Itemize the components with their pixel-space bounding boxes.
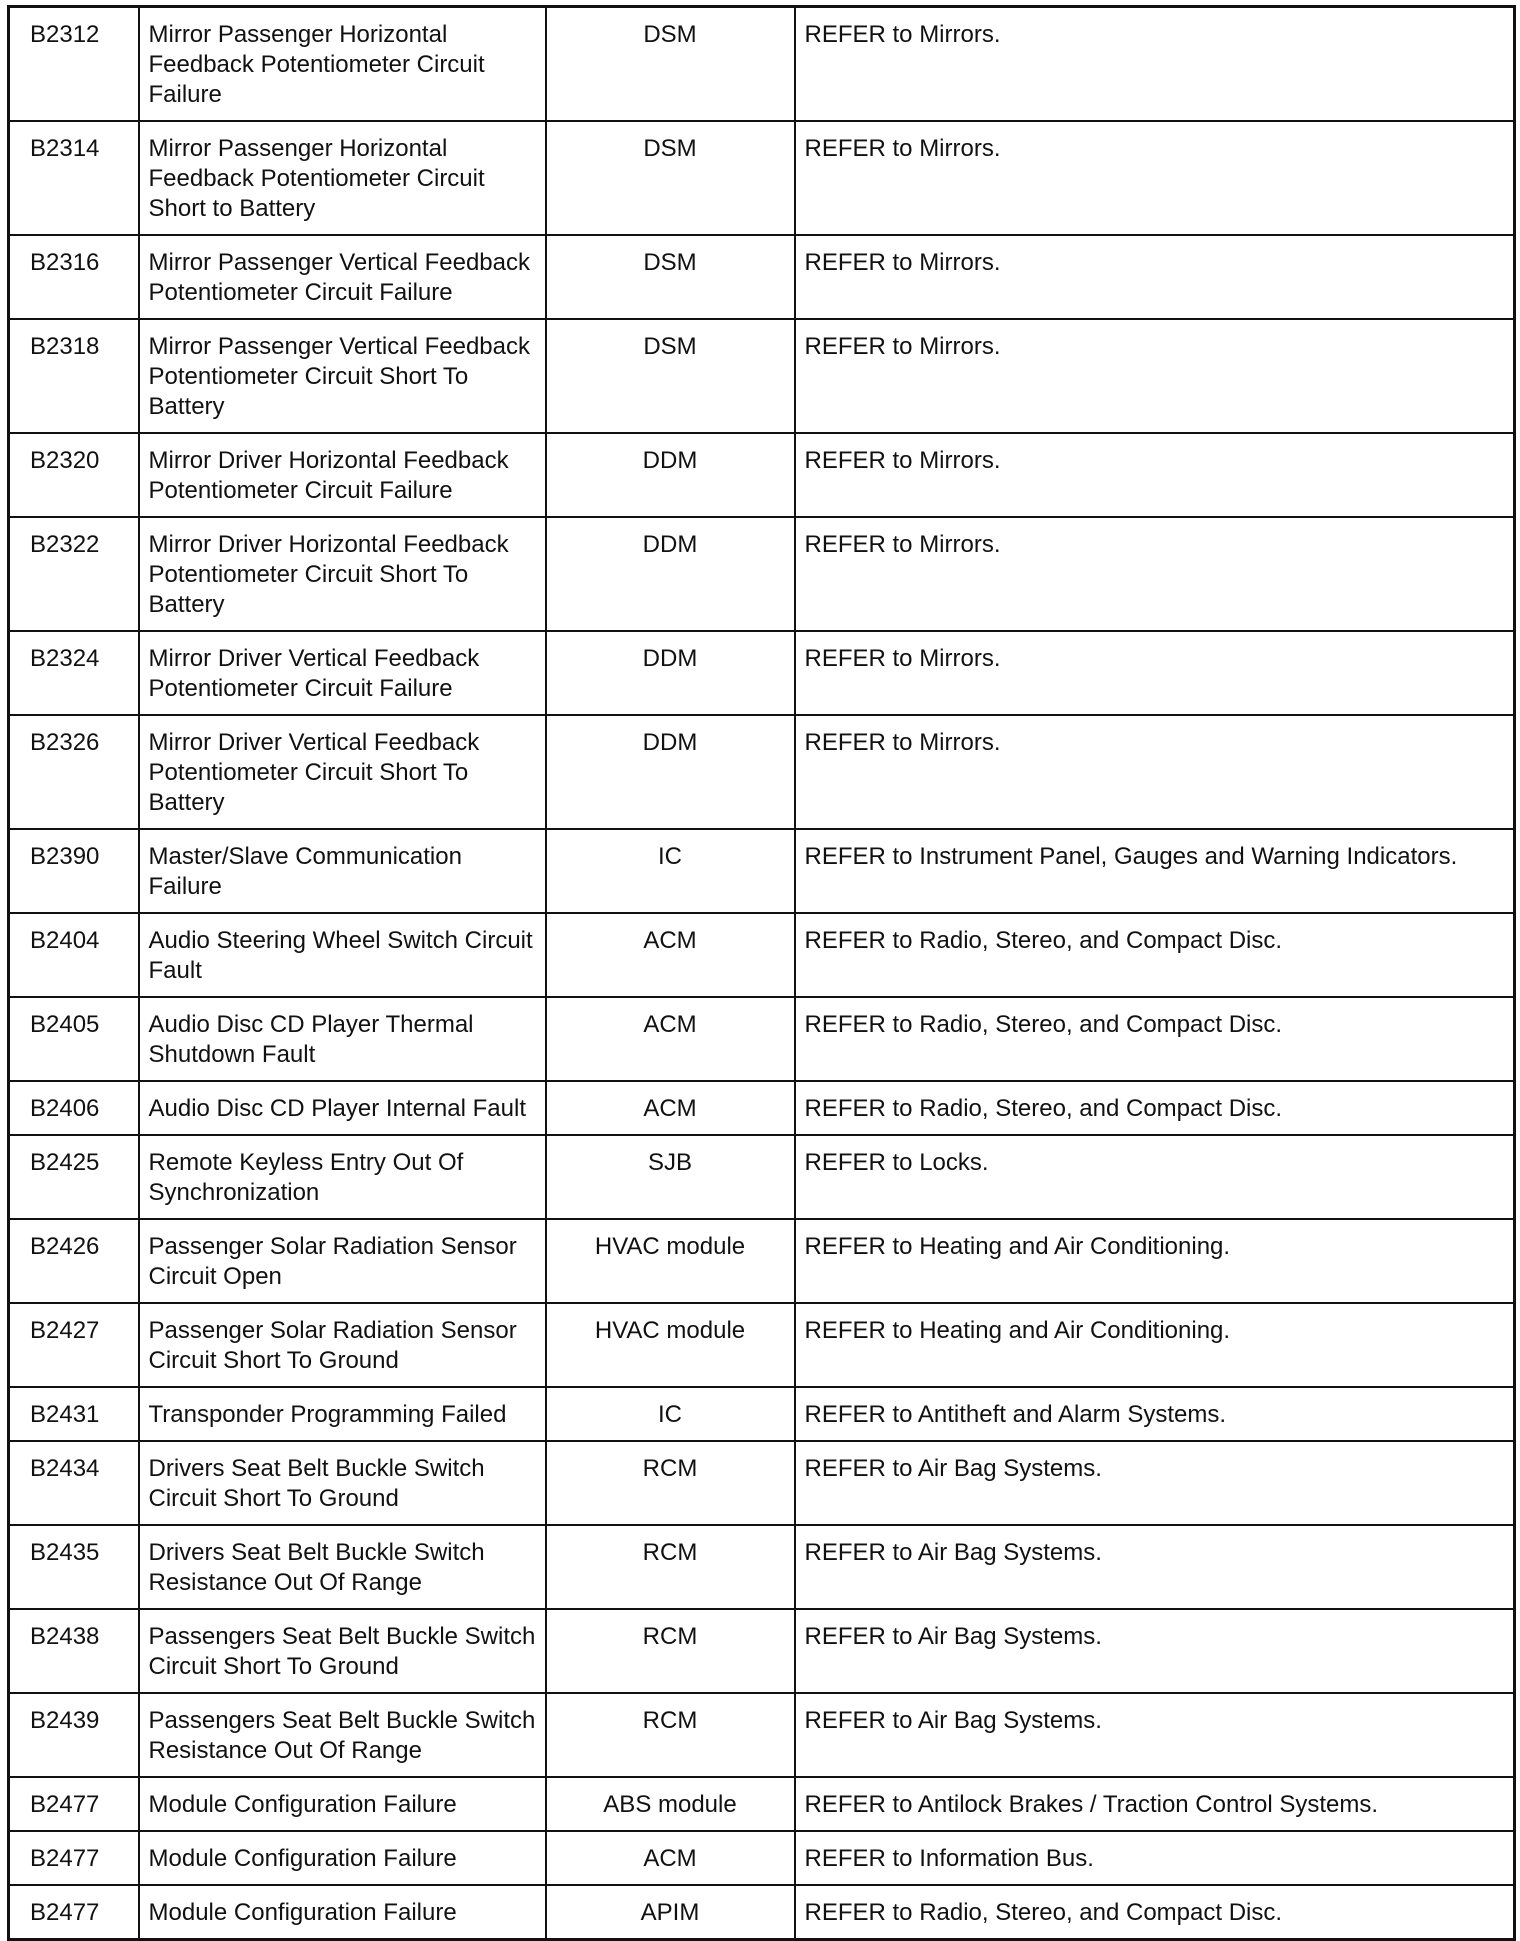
dtc-code-cell: B2477 (9, 1777, 139, 1831)
dtc-code-cell: B2316 (9, 235, 139, 319)
description-cell: Mirror Passenger Horizontal Feedback Potentiometer Circuit Failure (139, 7, 546, 122)
dtc-code-cell: B2318 (9, 319, 139, 433)
dtc-code-cell: B2435 (9, 1525, 139, 1609)
module-cell: IC (546, 829, 795, 913)
dtc-code-cell: B2314 (9, 121, 139, 235)
description-cell: Mirror Passenger Vertical Feedback Potentiometer Circuit Failure (139, 235, 546, 319)
action-cell: REFER to Radio, Stereo, and Compact Disc. (795, 997, 1515, 1081)
action-cell: REFER to Locks. (795, 1135, 1515, 1219)
description-cell: Audio Disc CD Player Internal Fault (139, 1081, 546, 1135)
description-cell: Module Configuration Failure (139, 1831, 546, 1885)
dtc-code-cell: B2426 (9, 1219, 139, 1303)
action-cell: REFER to Air Bag Systems. (795, 1525, 1515, 1609)
description-cell: Mirror Driver Horizontal Feedback Potentiometer Circuit Short To Battery (139, 517, 546, 631)
action-cell: REFER to Mirrors. (795, 121, 1515, 235)
dtc-code-cell: B2404 (9, 913, 139, 997)
table-row (9, 1831, 1515, 1885)
action-cell: REFER to Mirrors. (795, 631, 1515, 715)
dtc-code-cell: B2326 (9, 715, 139, 829)
action-cell: REFER to Air Bag Systems. (795, 1441, 1515, 1525)
dtc-code-cell: B2322 (9, 517, 139, 631)
dtc-code-cell: B2434 (9, 1441, 139, 1525)
table-row (9, 1441, 1515, 1525)
description-cell: Passenger Solar Radiation Sensor Circuit Short To Ground (139, 1303, 546, 1387)
description-cell: Mirror Driver Vertical Feedback Potentiometer Circuit Failure (139, 631, 546, 715)
description-cell: Audio Steering Wheel Switch Circuit Fault (139, 913, 546, 997)
description-cell: Transponder Programming Failed (139, 1387, 546, 1441)
table-row (9, 1135, 1515, 1219)
action-cell: REFER to Radio, Stereo, and Compact Disc. (795, 1885, 1515, 1940)
dtc-code-cell: B2477 (9, 1831, 139, 1885)
table-row (9, 433, 1515, 517)
table-row (9, 235, 1515, 319)
module-cell: ABS module (546, 1777, 795, 1831)
description-cell: Mirror Driver Horizontal Feedback Potentiometer Circuit Failure (139, 433, 546, 517)
description-cell: Mirror Passenger Horizontal Feedback Potentiometer Circuit Short to Battery (139, 121, 546, 235)
dtc-code-cell: B2438 (9, 1609, 139, 1693)
action-cell: REFER to Heating and Air Conditioning. (795, 1219, 1515, 1303)
module-cell: RCM (546, 1693, 795, 1777)
description-cell: Drivers Seat Belt Buckle Switch Resistance Out Of Range (139, 1525, 546, 1609)
action-cell: REFER to Instrument Panel, Gauges and Warning Indicators. (795, 829, 1515, 913)
dtc-code-cell: B2425 (9, 1135, 139, 1219)
action-cell: REFER to Antilock Brakes / Traction Control Systems. (795, 1777, 1515, 1831)
dtc-table (7, 5, 1516, 1941)
module-cell: RCM (546, 1441, 795, 1525)
table-row (9, 1693, 1515, 1777)
table-row (9, 1081, 1515, 1135)
action-cell: REFER to Heating and Air Conditioning. (795, 1303, 1515, 1387)
dtc-code-cell: B2324 (9, 631, 139, 715)
table-row (9, 517, 1515, 631)
module-cell: DSM (546, 121, 795, 235)
description-cell: Mirror Passenger Vertical Feedback Potentiometer Circuit Short To Battery (139, 319, 546, 433)
dtc-code-cell: B2405 (9, 997, 139, 1081)
action-cell: REFER to Mirrors. (795, 433, 1515, 517)
module-cell: HVAC module (546, 1303, 795, 1387)
action-cell: REFER to Radio, Stereo, and Compact Disc. (795, 1081, 1515, 1135)
action-cell: REFER to Radio, Stereo, and Compact Disc. (795, 913, 1515, 997)
table-row (9, 1777, 1515, 1831)
action-cell: REFER to Air Bag Systems. (795, 1609, 1515, 1693)
table-row (9, 997, 1515, 1081)
dtc-code-cell: B2427 (9, 1303, 139, 1387)
action-cell: REFER to Antitheft and Alarm Systems. (795, 1387, 1515, 1441)
description-cell: Passengers Seat Belt Buckle Switch Circuit Short To Ground (139, 1609, 546, 1693)
description-cell: Mirror Driver Vertical Feedback Potentiometer Circuit Short To Battery (139, 715, 546, 829)
action-cell: REFER to Mirrors. (795, 715, 1515, 829)
description-cell: Remote Keyless Entry Out Of Synchronization (139, 1135, 546, 1219)
module-cell: DDM (546, 715, 795, 829)
module-cell: SJB (546, 1135, 795, 1219)
dtc-code-cell: B2406 (9, 1081, 139, 1135)
module-cell: DSM (546, 235, 795, 319)
module-cell: ACM (546, 1081, 795, 1135)
description-cell: Module Configuration Failure (139, 1777, 546, 1831)
module-cell: DDM (546, 433, 795, 517)
action-cell: REFER to Mirrors. (795, 517, 1515, 631)
table-row (9, 1219, 1515, 1303)
module-cell: ACM (546, 913, 795, 997)
table-row (9, 715, 1515, 829)
module-cell: DSM (546, 7, 795, 122)
description-cell: Module Configuration Failure (139, 1885, 546, 1940)
table-row (9, 1525, 1515, 1609)
module-cell: DDM (546, 631, 795, 715)
dtc-code-cell: B2312 (9, 7, 139, 122)
action-cell: REFER to Air Bag Systems. (795, 1693, 1515, 1777)
table-row (9, 1387, 1515, 1441)
table-row (9, 1885, 1515, 1940)
dtc-code-cell: B2439 (9, 1693, 139, 1777)
action-cell: REFER to Information Bus. (795, 1831, 1515, 1885)
module-cell: ACM (546, 1831, 795, 1885)
dtc-code-cell: B2390 (9, 829, 139, 913)
module-cell: DDM (546, 517, 795, 631)
description-cell: Passenger Solar Radiation Sensor Circuit Open (139, 1219, 546, 1303)
module-cell: RCM (546, 1609, 795, 1693)
module-cell: APIM (546, 1885, 795, 1940)
module-cell: RCM (546, 1525, 795, 1609)
description-cell: Audio Disc CD Player Thermal Shutdown Fault (139, 997, 546, 1081)
table-row (9, 7, 1515, 122)
dtc-code-cell: B2320 (9, 433, 139, 517)
module-cell: ACM (546, 997, 795, 1081)
table-row (9, 121, 1515, 235)
dtc-table-body (9, 7, 1515, 1940)
action-cell: REFER to Mirrors. (795, 235, 1515, 319)
table-row (9, 1609, 1515, 1693)
description-cell: Drivers Seat Belt Buckle Switch Circuit Short To Ground (139, 1441, 546, 1525)
module-cell: HVAC module (546, 1219, 795, 1303)
description-cell: Master/Slave Communication Failure (139, 829, 546, 913)
action-cell: REFER to Mirrors. (795, 319, 1515, 433)
table-row (9, 913, 1515, 997)
table-row (9, 631, 1515, 715)
module-cell: DSM (546, 319, 795, 433)
table-row (9, 319, 1515, 433)
description-cell: Passengers Seat Belt Buckle Switch Resistance Out Of Range (139, 1693, 546, 1777)
table-row (9, 1303, 1515, 1387)
action-cell: REFER to Mirrors. (795, 7, 1515, 122)
dtc-code-cell: B2477 (9, 1885, 139, 1940)
module-cell: IC (546, 1387, 795, 1441)
table-row (9, 829, 1515, 913)
dtc-code-cell: B2431 (9, 1387, 139, 1441)
